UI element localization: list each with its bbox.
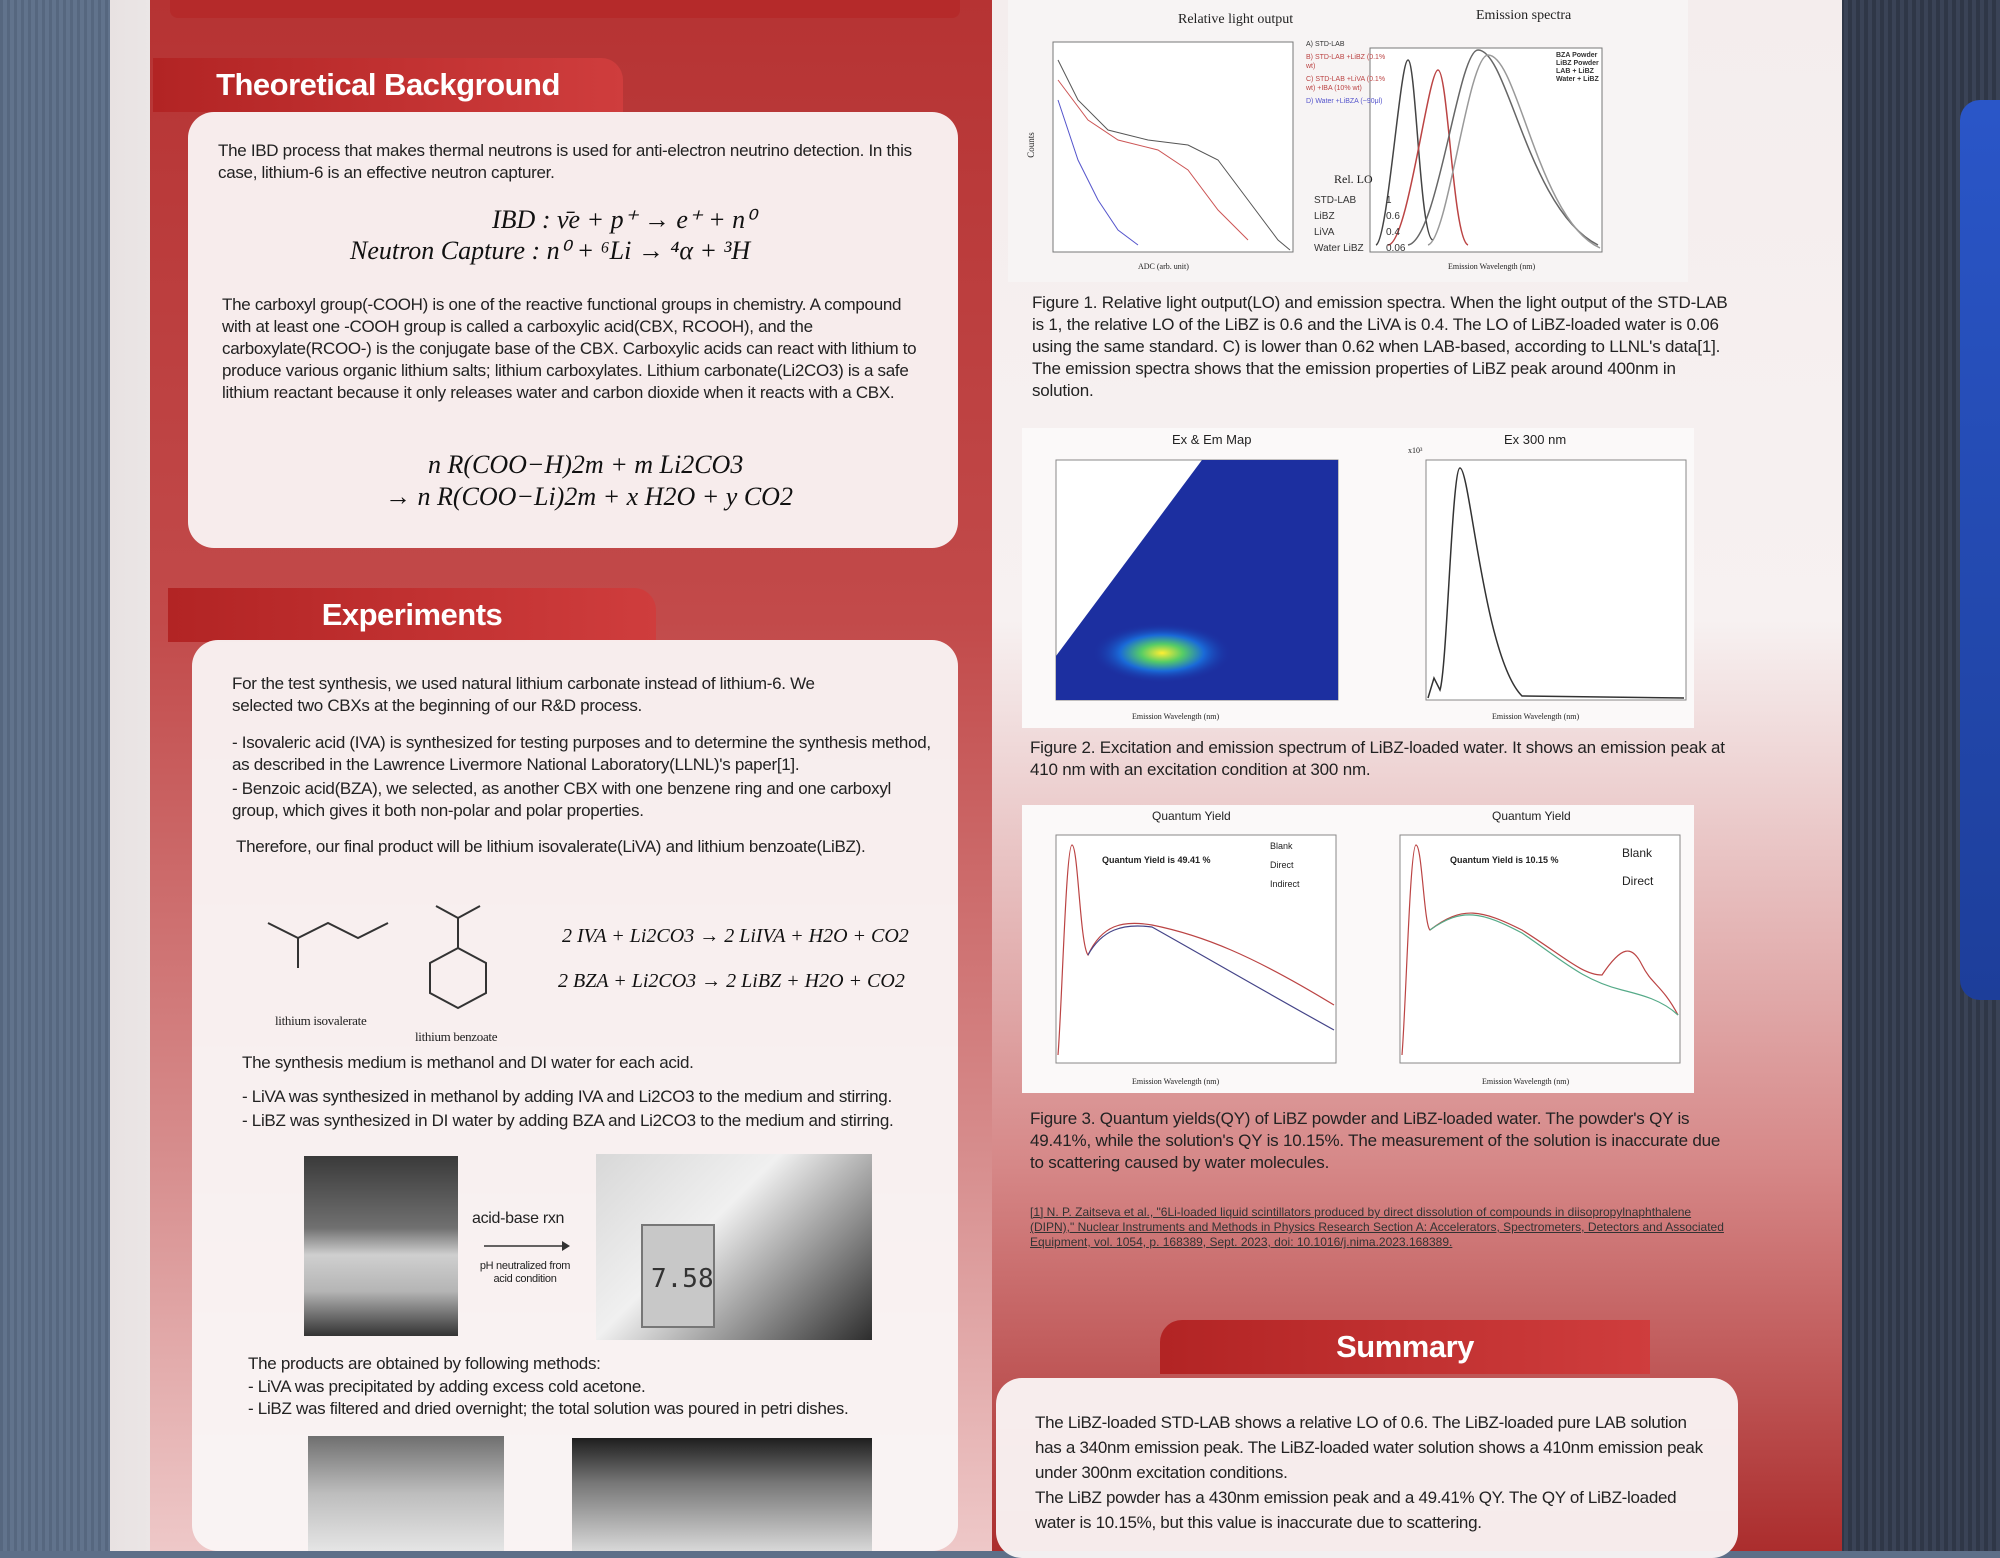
fig1-left-frame bbox=[1053, 42, 1293, 252]
theory-paragraph-1: The IBD process that makes thermal neutrons is used for anti-electron neutrino detection. In this case, lithium-6 is an effective neutron capturer. bbox=[218, 141, 912, 182]
fig3-legend-left bbox=[1270, 837, 1300, 894]
rel-lo-value: 0.06 bbox=[1386, 243, 1406, 254]
fig1-legend-right bbox=[1556, 52, 1599, 84]
fig3-xlabel-right: Emission Wavelength (nm) bbox=[1482, 1077, 1570, 1086]
experiments-paragraph-2: Therefore, our final product will be lithium isovalerate(LiVA) and lithium benzoate(LiBZ). bbox=[236, 837, 866, 856]
experiments-bullet-libz: - LiBZ was synthesized in DI water by adding BZA and Li2CO3 to the medium and stirring. bbox=[242, 1111, 894, 1130]
experiments-bullet-iva: - Isovaleric acid (IVA) is synthesized for testing purposes and to determine the synthesis method, as described in the Lawrence Livermore National Laboratory(LLNL)'s paper[1]. bbox=[232, 733, 931, 774]
experiments-bullet-liva: - LiVA was synthesized in methanol by adding IVA and Li2CO3 to the medium and stirring. bbox=[242, 1087, 892, 1106]
fig1-title-right: Emission spectra bbox=[1476, 8, 1572, 23]
photo-petri-dishes bbox=[572, 1438, 872, 1551]
fig1-legend-b: B) STD-LAB +LiBZ (0.1% wt) bbox=[1306, 54, 1386, 70]
legend-blank: Blank bbox=[1270, 841, 1293, 851]
fig3-qy-right: Quantum Yield is 10.15 % bbox=[1450, 855, 1559, 865]
experiments-paragraph-1: For the test synthesis, we used natural lithium carbonate instead of lithium-6. We selected two CBXs at the beginning of our R&D process. bbox=[232, 674, 815, 715]
fig2-title-left: Ex & Em Map bbox=[1172, 432, 1252, 447]
theory-paragraph-2: The carboxyl group(-COOH) is one of the reactive functional groups in chemistry. A compound with at least one -COOH group is called a carboxylic acid(CBX, RCOOH), and the carboxylate(RCOO-) is the conjugate base of the CBX. Carboxylic acids can react with lithium to produce various organic lithium salts; lithium carboxylates. Lithium carbonate(Li2CO3) is a safe lithium reactant because it only releases water and carbon dioxide when it reacts with a CBX. bbox=[222, 295, 917, 402]
benzoate-oxygen-bond bbox=[458, 906, 480, 918]
rel-lo-name: STD-LAB bbox=[1314, 195, 1357, 206]
photo-stirring-flask bbox=[304, 1156, 458, 1336]
label-lithium-isovalerate: lithium isovalerate bbox=[275, 1013, 367, 1028]
experiments-title: Experiments bbox=[168, 588, 656, 642]
reaction-equation-2: → n R(COO−Li)2m + x H2O + y CO2 bbox=[385, 482, 793, 511]
fig3-xlabel-left: Emission Wavelength (nm) bbox=[1132, 1077, 1220, 1086]
figure-3-caption: Figure 3. Quantum yields(QY) of LiBZ powder and LiBZ-loaded water. The powder's QY is 49.41%, while the solution's QY is 10.15%. The measurement of the solution is inaccurate due to scattering caused by water molecules. bbox=[1030, 1109, 1721, 1172]
fig3-qy-left: Quantum Yield is 49.41 % bbox=[1102, 855, 1211, 865]
summary-line-1: The LiBZ-loaded STD-LAB shows a relative LO of 0.6. The LiBZ-loaded pure LAB solution has a 340nm emission peak. The LiBZ-loaded water solution shows a 410nm emission peak under 300nm excitation conditions. bbox=[1035, 1413, 1703, 1482]
synthesis-equation-bza: 2 BZA + Li2CO3 → 2 LiBZ + H2O + CO2 bbox=[558, 970, 905, 992]
photo-ph-meter bbox=[596, 1154, 872, 1340]
fig3-plots bbox=[1022, 805, 1694, 1093]
fig1-legend-d: D) Water +LiBZA (~90μl) bbox=[1306, 98, 1383, 105]
rel-lo-name: Water LiBZ bbox=[1314, 243, 1364, 254]
top-bar-left bbox=[170, 0, 960, 18]
figure-2 bbox=[1022, 428, 1694, 728]
figure-1 bbox=[1008, 0, 1688, 282]
ph-meter-reading: 7.58 bbox=[651, 1264, 714, 1294]
fig2-right-frame bbox=[1426, 460, 1686, 700]
benzoate-carbonyl bbox=[436, 906, 458, 918]
legend-direct: Direct bbox=[1270, 860, 1294, 870]
rxn-arrow bbox=[482, 1238, 572, 1254]
fig2-xlabel-right: Emission Wavelength (nm) bbox=[1492, 712, 1580, 721]
background-person bbox=[1960, 100, 2000, 1000]
fig1-legend bbox=[1306, 40, 1386, 106]
benzene-ring bbox=[430, 948, 486, 1008]
fig1-legend-a: A) STD-LAB bbox=[1306, 41, 1345, 48]
poster-board-left bbox=[0, 0, 110, 1551]
experiments-bullet-precipitate: - LiVA was precipitated by adding excess cold acetone. bbox=[248, 1377, 646, 1396]
fig2-xlabel-left: Emission Wavelength (nm) bbox=[1132, 712, 1220, 721]
experiments-bullet-filter: - LiBZ was filtered and dried overnight; the total solution was poured in petri dishes. bbox=[248, 1399, 849, 1418]
fig1-ylabel-left: Counts bbox=[1025, 132, 1036, 158]
figure-3 bbox=[1022, 805, 1694, 1093]
legend-indirect: Indirect bbox=[1270, 879, 1300, 889]
figure-1-caption: Figure 1. Relative light output(LO) and emission spectra. When the light output of the STD-LAB is 1, the relative LO of the LiBZ is 0.6 and the LiVA is 0.4. The LO of LiBZ-loaded water is 0.06 using the same standard. C) is lower than 0.62 when LAB-based, according to LLNL's data[1]. The emission spectra shows that the emission properties of LiBZ peak around 400nm in solution. bbox=[1032, 293, 1728, 400]
fig2-title-right: Ex 300 nm bbox=[1504, 432, 1567, 447]
fig2-plots bbox=[1022, 428, 1694, 728]
fig1-xlabel-right: Emission Wavelength (nm) bbox=[1448, 262, 1536, 271]
legend-libz-powder: LiBZ Powder bbox=[1556, 60, 1599, 67]
fig1-rel-lo-table bbox=[1314, 193, 1405, 257]
neutron-capture-equation: Neutron Capture : n⁰ + ⁶Li → ⁴α + ³H bbox=[350, 236, 751, 265]
reaction-equation-1: n R(COO−H)2m + m Li2CO3 bbox=[428, 450, 744, 479]
synthesis-equation-iva: 2 IVA + Li2CO3 → 2 LiIVA + H2O + CO2 bbox=[562, 925, 909, 947]
summary-title: Summary bbox=[1160, 1320, 1650, 1374]
fig2-map-hotspot bbox=[1092, 623, 1232, 683]
legend-water-libz: Water + LiBZ bbox=[1556, 76, 1599, 83]
isovalerate-chain bbox=[268, 923, 388, 938]
fig2-scale: x10³ bbox=[1408, 446, 1423, 455]
legend-lab-libz: LAB + LiBZ bbox=[1556, 68, 1594, 75]
experiments-paragraph-4: The products are obtained by following methods: bbox=[248, 1354, 601, 1373]
figure-2-caption: Figure 2. Excitation and emission spectrum of LiBZ-loaded water. It shows an emission peak at 410 nm with an excitation condition at 300 nm. bbox=[1030, 738, 1725, 779]
fig1-rel-lo-title: Rel. LO bbox=[1334, 172, 1373, 186]
poster bbox=[110, 0, 1840, 1551]
photo-precipitate bbox=[308, 1436, 504, 1551]
fig3-legend-right bbox=[1622, 839, 1653, 895]
rel-lo-value: 0.4 bbox=[1386, 227, 1400, 238]
rel-lo-name: LiVA bbox=[1314, 227, 1335, 238]
summary-line-2: The LiBZ powder has a 430nm emission peak and a 49.41% QY. The QY of LiBZ-loaded water is 10.15%, but this value is inaccurate due to scattering. bbox=[1035, 1488, 1677, 1532]
rxn-sublabel: pH neutralized from acid condition bbox=[479, 1260, 571, 1285]
reference: [1] N. P. Zaitseva et al., "6Li-loaded liquid scintillators produced by direct dissolution of compounds in diisopropylnaphthalene (DIPN)," Nuclear Instruments and Methods in Physics Research Section A: Accelerators, Spectrometers, Detectors and Associated Equipment, vol. 1054, p. 168389, Sept. 2023, doi: 10.1016/j.nima.2023.168389. bbox=[1030, 1205, 1724, 1249]
experiments-bullet-bza: - Benzoic acid(BZA), we selected, as another CBX with one benzene ring and one carboxyl group, which gives it both non-polar and polar properties. bbox=[232, 779, 891, 820]
ibd-equation: IBD : ν̄e + p⁺ → e⁺ + n⁰ bbox=[492, 205, 756, 234]
fig1-legend-c: C) STD-LAB +LiVA (0.1% wt) +IBA (10% wt) bbox=[1306, 76, 1386, 92]
label-lithium-benzoate: lithium benzoate bbox=[415, 1029, 498, 1044]
fig3-title-left: Quantum Yield bbox=[1152, 809, 1231, 823]
rel-lo-value: 0.6 bbox=[1386, 211, 1400, 222]
legend-blank: Blank bbox=[1622, 846, 1653, 860]
experiments-paragraph-3: The synthesis medium is methanol and DI water for each acid. bbox=[242, 1053, 694, 1072]
rel-lo-name: LiBZ bbox=[1314, 211, 1335, 222]
legend-bza-powder: BZA Powder bbox=[1556, 52, 1598, 59]
legend-direct: Direct bbox=[1622, 874, 1654, 888]
rel-lo-value: 1 bbox=[1386, 195, 1392, 206]
fig1-title-left: Relative light output bbox=[1178, 12, 1294, 27]
theory-title: Theoretical Background bbox=[153, 58, 623, 112]
fig3-title-right: Quantum Yield bbox=[1492, 809, 1571, 823]
rxn-label: acid-base rxn bbox=[472, 1210, 565, 1227]
fig1-xlabel-left: ADC (arb. unit) bbox=[1138, 262, 1189, 271]
